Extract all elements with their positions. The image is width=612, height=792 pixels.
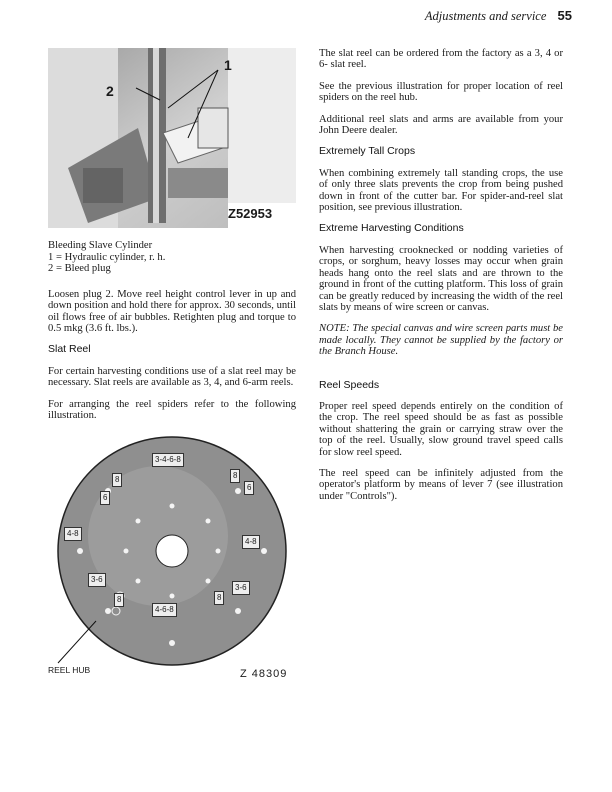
photo-illustration bbox=[48, 48, 296, 228]
callout-2: 2 bbox=[106, 83, 114, 99]
label-8-right: 8 bbox=[230, 469, 240, 482]
label-3-6-right: 3-6 bbox=[232, 581, 250, 594]
reel-hub-disc bbox=[48, 431, 298, 671]
page-header bbox=[425, 8, 572, 24]
label-6-right: 6 bbox=[244, 481, 254, 494]
caption-item-1: 1 = Hydraulic cylinder, r. h. bbox=[48, 251, 166, 263]
extreme-conditions-heading: Extreme Harvesting Conditions bbox=[319, 222, 464, 235]
reel-hub-label: REEL HUB bbox=[48, 665, 91, 676]
label-4-8-left: 4-8 bbox=[64, 527, 82, 540]
callout-1: 1 bbox=[224, 57, 232, 73]
photo-caption bbox=[48, 240, 296, 275]
extreme-conditions-text: When harvesting crooknecked or nodding varieties of crops, or sorghum, heavy losses may occur when grain heads hang onto the reel slats and are thrown to the ground in front of the cutting platform. This loss of grain can be greatly reduced by increasing the width of the reel slats by means of wire screen or canvas. bbox=[319, 244, 563, 313]
caption-title: Bleeding Slave Cylinder bbox=[48, 240, 153, 251]
bleeding-cylinder-photo bbox=[48, 48, 296, 228]
label-3-4-6-8: 3-4-6-8 bbox=[152, 453, 184, 466]
label-8-bottom-left: 8 bbox=[114, 593, 124, 606]
photo-code: Z52953 bbox=[228, 206, 273, 221]
slat-reel-heading: Slat Reel bbox=[48, 343, 91, 356]
slat-reel-text: For certain harvesting conditions use of a slat reel may be necessary. Slat reels are available as 3, 4, and 6-arm reels. bbox=[48, 365, 296, 389]
label-4-6-8: 4-6-8 bbox=[152, 603, 177, 616]
tall-crops-text: When combining extremely tall standing crops, the use of only three slats prevents the crop from being pushed down in front of the cutter bar. For spider-and-reel slat position, see previous illustration. bbox=[319, 167, 563, 214]
tall-crops-heading: Extremely Tall Crops bbox=[319, 145, 416, 158]
page-number: 55 bbox=[557, 8, 572, 23]
reel-hub-diagram bbox=[48, 431, 298, 731]
caption-item-2: 2 = Bleed plug bbox=[48, 263, 111, 275]
label-3-6-left: 3-6 bbox=[88, 573, 106, 586]
note-text: NOTE: The special canvas and wire screen parts must be made locally. They cannot be supplied by the factory or the Branch House. bbox=[319, 323, 563, 358]
diagram-code: Z 48309 bbox=[240, 668, 288, 681]
spider-arrangement-text: For arranging the reel spiders refer to the following illustration. bbox=[48, 398, 296, 422]
bleed-procedure: Loosen plug 2. Move reel height control lever in up and down position and hold there for approx. 30 seconds, until oil flows free of air bubbles. Retighten plug and torque to 0.5 mkg (3.6 ft. lbs.). bbox=[48, 288, 296, 334]
reel-speeds-heading: Reel Speeds bbox=[319, 378, 380, 391]
right-column bbox=[319, 48, 563, 512]
slat-reel-order: The slat reel can be ordered from the factory as a 3, 4 or 6- slat reel. bbox=[319, 48, 563, 71]
additional-slats: Additional reel slats and arms are available from your John Deere dealer. bbox=[319, 113, 563, 137]
label-8-bottom-right: 8 bbox=[214, 591, 224, 604]
label-8-left: 8 bbox=[112, 473, 122, 486]
label-4-8-right: 4-8 bbox=[242, 535, 260, 548]
section-title: Adjustments and service bbox=[424, 9, 547, 23]
reel-speed-adjust-text: The reel speed can be infinitely adjusted from the operator's platform by means of lever 7 (see illustration under "Controls"). bbox=[319, 467, 563, 502]
left-column bbox=[48, 48, 296, 731]
spider-location-ref: See the previous illustration for proper location of reel spiders on the reel hub. bbox=[319, 80, 563, 104]
reel-speeds-text: Proper reel speed depends entirely on the condition of the crop. The reel speed should be as fast as possible without shattering the grain or carrying straw over the top of the reel. Usually, slow ground travel speed calls for slow reel speed. bbox=[319, 400, 563, 458]
label-6-left: 6 bbox=[100, 491, 110, 504]
